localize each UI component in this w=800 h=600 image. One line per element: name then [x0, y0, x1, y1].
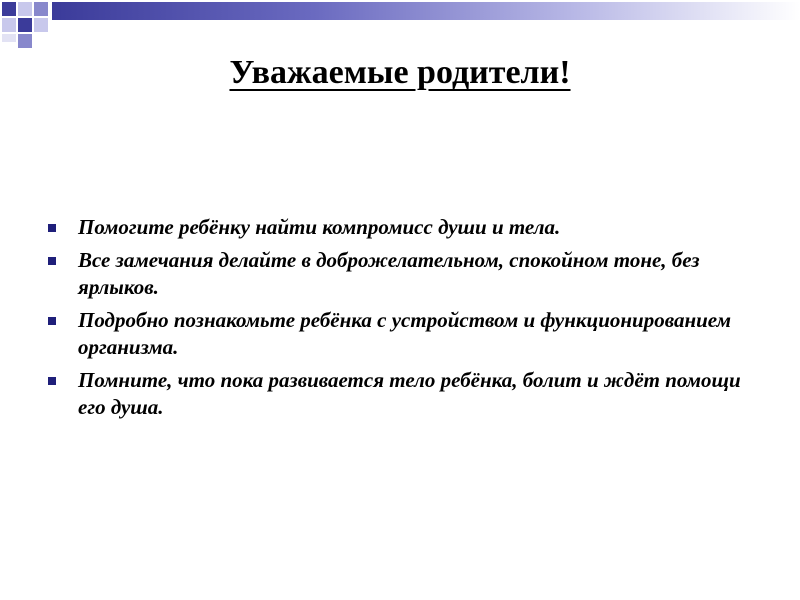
- bullet-item: [48, 247, 768, 301]
- corner-square-decoration: [2, 2, 16, 16]
- corner-square-decoration: [18, 34, 32, 48]
- slide-title-text: Уважаемые родители!: [229, 54, 571, 91]
- bullet-item: [48, 367, 768, 421]
- square-bullet-icon: [48, 257, 56, 265]
- bullet-text: Подробно познакомьте ребёнка с устройством и функционированием организма.: [78, 308, 731, 359]
- bullet-text: Помните, что пока развивается тело ребёнка, болит и ждёт помощи его душа.: [78, 368, 741, 419]
- slide-title: [0, 54, 800, 92]
- header-gradient-bar: [52, 2, 800, 20]
- square-bullet-icon: [48, 317, 56, 325]
- bullet-item: [48, 214, 768, 241]
- bullet-text: Все замечания делайте в доброжелательном, спокойном тоне, без ярлыков.: [78, 248, 700, 299]
- corner-square-decoration: [34, 18, 48, 32]
- corner-square-decoration: [18, 18, 32, 32]
- bullet-text: Помогите ребёнку найти компромисс души и тела.: [78, 215, 561, 239]
- corner-square-decoration: [18, 2, 32, 16]
- corner-square-decoration: [2, 34, 16, 42]
- corner-square-decoration: [34, 2, 48, 16]
- corner-square-decoration: [2, 18, 16, 32]
- bullet-list: [48, 214, 768, 427]
- square-bullet-icon: [48, 224, 56, 232]
- bullet-item: [48, 307, 768, 361]
- square-bullet-icon: [48, 377, 56, 385]
